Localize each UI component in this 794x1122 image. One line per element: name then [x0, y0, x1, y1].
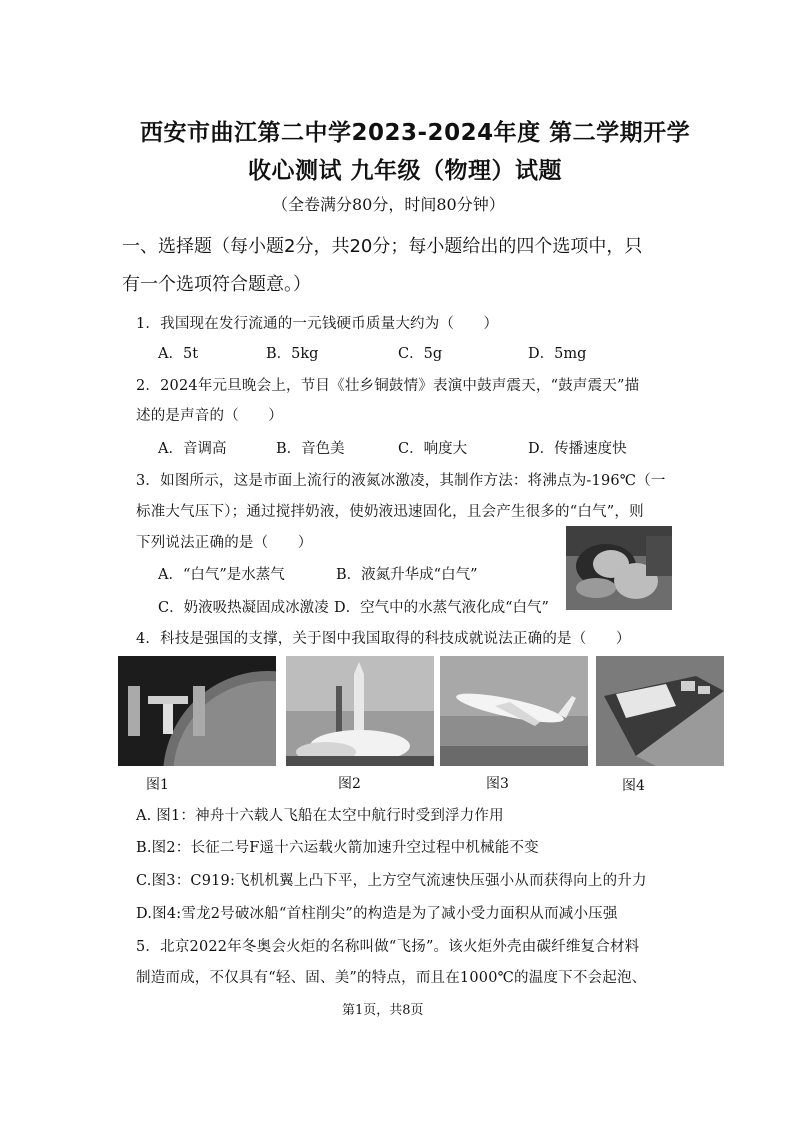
figure-2-caption: 图2: [338, 776, 361, 792]
page-number-footer: 第1页，共8页: [342, 1003, 424, 1018]
exam-subtitle: （全卷满分80分，时间80分钟）: [272, 195, 505, 214]
question-1-option-c: C．5g: [398, 346, 443, 362]
icebreaker-ship-photo: [596, 656, 724, 766]
question-4-option-d: D.图4:雪龙2号破冰船“首柱削尖”的构造是为了减小受力面积从而减小压强: [136, 906, 618, 922]
question-4-option-a: A. 图1：神舟十六载人飞船在太空中航行时受到浮力作用: [136, 808, 504, 824]
question-4-option-c: C.图3：C919:飞机机翼上凸下平，上方空气流速快压强小从而获得向上的升力: [136, 873, 647, 889]
question-3-stem-line-3: 下列说法正确的是（ ）: [136, 535, 313, 551]
section-heading-line-1: 一、选择题（每小题2分，共20分；每小题给出的四个选项中，只: [122, 236, 643, 257]
question-5-stem-line-1: 5．北京2022年冬奥会火炬的名称叫做“飞扬”。该火炬外壳由碳纤维复合材料: [136, 939, 640, 955]
question-3-stem-line-1: 3．如图所示，这是市面上流行的液氮冰激凌，其制作方法：将沸点为-196℃（一: [136, 473, 666, 489]
liquid-nitrogen-ice-cream-photo: [566, 526, 672, 610]
question-1-option-a: A．5t: [158, 346, 199, 362]
rocket-launch-photo: [286, 656, 434, 766]
question-3-stem-line-2: 标准大气压下）；通过搅拌奶液，使奶液迅速固化，且会产生很多的“白气”，则: [136, 504, 644, 520]
title-line-1: 西安市曲江第二中学2023-2024年度 第二学期开学: [140, 120, 691, 146]
question-2-option-b: B．音色美: [276, 441, 345, 457]
question-5-stem-line-2: 制造而成，不仅具有“轻、固、美”的特点，而且在1000℃的温度下不会起泡、: [136, 970, 647, 986]
figure-4-caption: 图4: [622, 778, 645, 794]
question-2-option-a: A．音调高: [158, 441, 227, 457]
question-2-stem-line-1: 2．2024年元旦晚会上，节目《壮乡铜鼓情》表演中鼓声震天，“鼓声震天”描: [136, 378, 640, 394]
title-line-2: 收心测试 九年级（物理）试题: [248, 158, 563, 184]
question-3-option-b: B．液氮升华成“白气”: [336, 567, 478, 583]
question-4-option-b: B.图2：长征二号F遥十六运载火箭加速升空过程中机械能不变: [136, 840, 539, 856]
question-1-stem: 1．我国现在发行流通的一元钱硬币质量大约为（ ）: [136, 316, 499, 332]
space-station-photo: [118, 656, 276, 766]
question-2-option-d: D．传播速度快: [528, 441, 627, 457]
question-3-option-c: C．奶液吸热凝固成冰激凌: [158, 600, 329, 616]
question-2-stem-line-2: 述的是声音的（ ）: [136, 408, 283, 424]
section-heading-line-2: 有一个选项符合题意。）: [122, 274, 311, 295]
airplane-photo: [440, 656, 588, 766]
question-1-option-d: D．5mg: [528, 346, 587, 362]
figure-3-caption: 图3: [486, 776, 509, 792]
question-1-option-b: B．5kg: [266, 346, 319, 362]
figure-1-caption: 图1: [146, 777, 169, 793]
question-3-option-d: D．空气中的水蒸气液化成“白气”: [334, 600, 549, 616]
question-2-option-c: C．响度大: [398, 441, 468, 457]
question-3-option-a: A．“白气”是水蒸气: [158, 567, 285, 583]
question-4-stem: 4．科技是强国的支撑，关于图中我国取得的科技成就说法正确的是（ ）: [136, 631, 631, 647]
